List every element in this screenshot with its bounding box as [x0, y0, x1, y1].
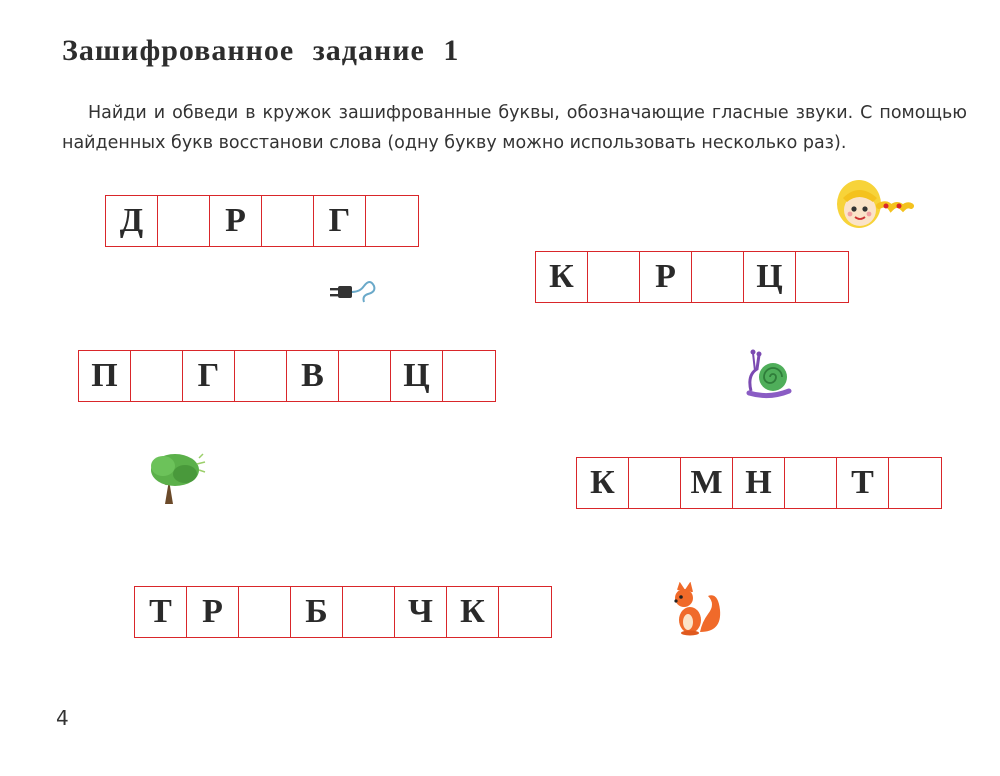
page-number: 4	[56, 706, 69, 730]
letter-cell[interactable]: Р	[210, 196, 262, 246]
letter-cell[interactable]	[235, 351, 287, 401]
letter-cell[interactable]	[239, 587, 291, 637]
letter-cell[interactable]	[366, 196, 418, 246]
letter-cell[interactable]: К	[447, 587, 499, 637]
letter-cell[interactable]: Р	[640, 252, 692, 302]
letter-cell[interactable]: Д	[106, 196, 158, 246]
letter-cell[interactable]	[629, 458, 681, 508]
letter-cell[interactable]	[499, 587, 551, 637]
snail-icon	[745, 345, 793, 401]
letter-cell[interactable]: Н	[733, 458, 785, 508]
letter-cell[interactable]	[131, 351, 183, 401]
letter-cell[interactable]	[692, 252, 744, 302]
squirrel-icon	[668, 582, 724, 636]
letter-cell[interactable]: Ц	[744, 252, 796, 302]
letter-cell[interactable]	[343, 587, 395, 637]
letter-cell[interactable]	[262, 196, 314, 246]
letter-cell[interactable]: М	[681, 458, 733, 508]
word-grid-1	[105, 195, 419, 247]
instructions-text: Найди и обведи в кружок зашифрованные буквы, обозначающие гласные звуки. С помощью найденных букв восстанови слова (одну букву можно использовать несколько раз).	[62, 103, 967, 153]
letter-cell[interactable]	[785, 458, 837, 508]
word-grid-3	[78, 350, 496, 402]
word-grid-5	[134, 586, 552, 638]
letter-cell[interactable]: Б	[291, 587, 343, 637]
letter-cell[interactable]: Т	[837, 458, 889, 508]
letter-cell[interactable]: Т	[135, 587, 187, 637]
letter-cell[interactable]	[339, 351, 391, 401]
letter-cell[interactable]: Ч	[395, 587, 447, 637]
letter-cell[interactable]: Г	[183, 351, 235, 401]
letter-cell[interactable]: В	[287, 351, 339, 401]
letter-cell[interactable]: Ц	[391, 351, 443, 401]
letter-cell[interactable]: К	[577, 458, 629, 508]
letter-cell[interactable]: К	[536, 252, 588, 302]
letter-cell[interactable]	[889, 458, 941, 508]
plug-icon	[328, 278, 378, 306]
letter-cell[interactable]	[588, 252, 640, 302]
girl-face-icon	[833, 176, 915, 232]
letter-cell[interactable]: Г	[314, 196, 366, 246]
tree-icon	[145, 450, 207, 506]
word-grid-4	[576, 457, 942, 509]
word-grid-2	[535, 251, 849, 303]
letter-cell[interactable]	[796, 252, 848, 302]
letter-cell[interactable]	[158, 196, 210, 246]
letter-cell[interactable]	[443, 351, 495, 401]
letter-cell[interactable]: Р	[187, 587, 239, 637]
letter-cell[interactable]: П	[79, 351, 131, 401]
page-title: Зашифрованное задание 1	[62, 34, 460, 67]
